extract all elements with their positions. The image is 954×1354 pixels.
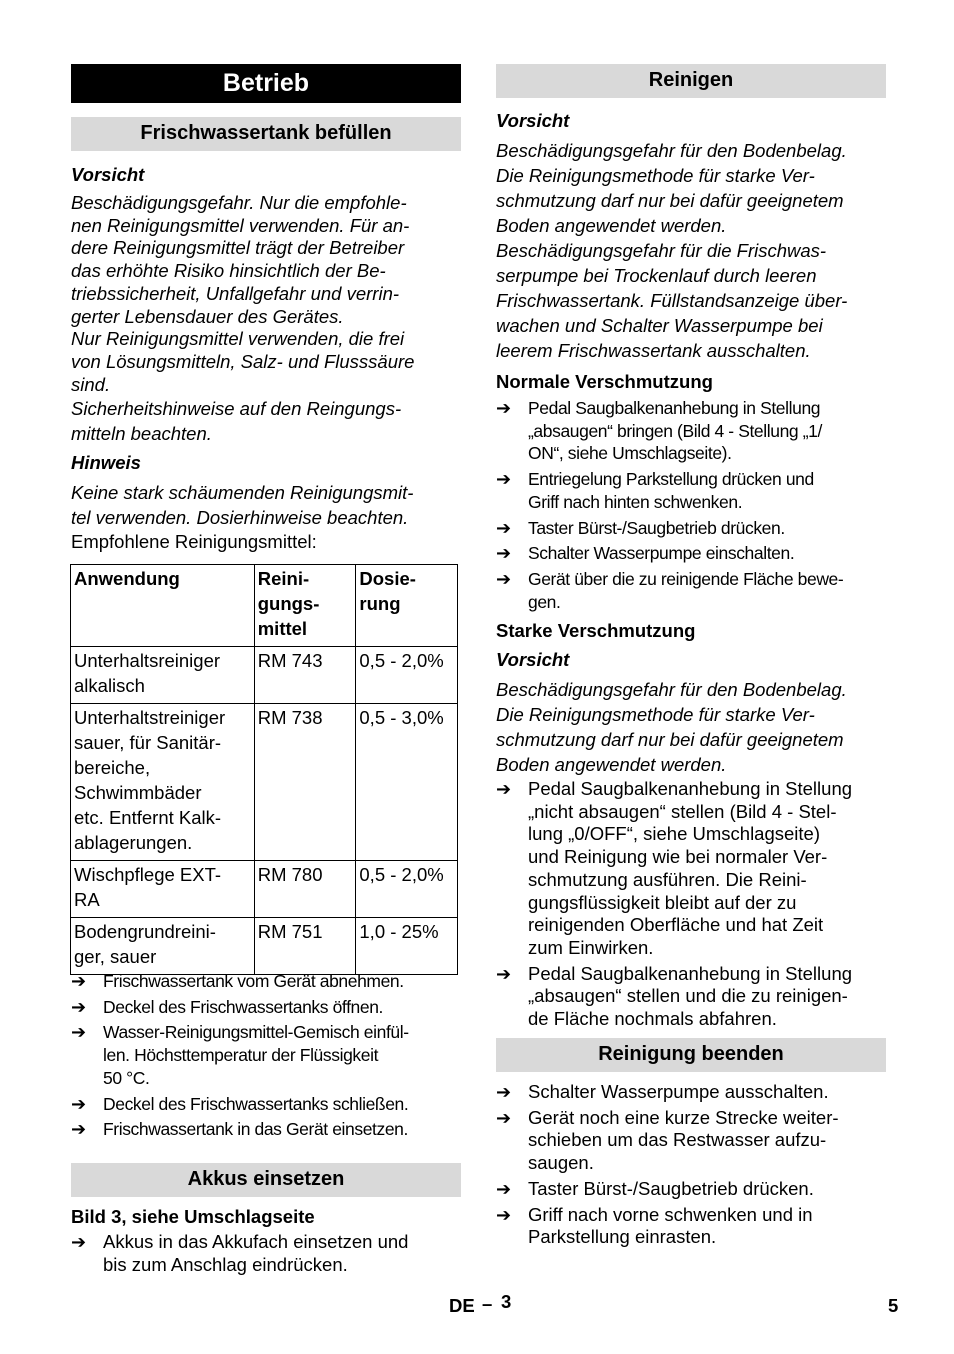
table-header-cell: Anwendung [71,565,255,647]
text-line: leerem Frischwassertank ausschalten. [496,340,811,361]
list-item-text: reinigenden Oberfläche und hat Zeit [528,914,824,936]
caution-text [71,192,461,396]
caution-text [496,138,886,363]
arrow-right-icon: ➔ [496,1082,512,1102]
list-item-text: Taster Bürst-/Saugbetrieb drücken. [528,517,785,538]
list-item-text: len. Höchsttemperatur der Flüssigkeit [103,1045,379,1066]
list-item-text: Griff nach vorne schwenken und in [528,1203,813,1225]
text-line: dere Reinigungsmittel trägt der Betreiber [71,237,405,259]
heavy-steps-list [496,778,886,1034]
text-line: von Lösungsmitteln, Salz- und Flusssäure [71,350,415,372]
fill-steps-list [71,970,461,1144]
text-line: Boden angewendet werden. [496,215,727,236]
figure-reference: Bild 3, siehe Umschlagseite [71,1206,315,1227]
footer-dash: – [482,1293,493,1314]
section-heading-finish: Reinigung beenden [496,1038,886,1072]
text-line: nen Reinigungsmittel verwenden. Für an- [71,214,410,236]
table-header-row [71,565,458,647]
arrow-right-icon: ➔ [71,971,86,991]
list-item-text: bis zum Anschlag eindrücken. [103,1253,348,1275]
footer-language: DE [449,1295,475,1316]
list-item [496,568,886,613]
table-cell: 0,5 - 2,0% [356,861,458,918]
arrow-right-icon: ➔ [496,963,512,984]
text-line: serpumpe bei Trockenlauf durch leeren [496,265,817,286]
arrow-right-icon: ➔ [496,543,511,564]
table-cell: Bodengrundreini- ger, sauer [71,918,255,975]
arrow-right-icon: ➔ [71,1119,86,1140]
list-item [496,1204,886,1249]
section-heading-cleaning: Reinigen [496,64,886,98]
arrow-right-icon: ➔ [71,1093,86,1114]
text-line: wachen und Schalter Wasserpumpe bei [496,315,823,336]
list-item-text: „absaugen“ bringen (Bild 4 - Stellung „1/ [528,420,822,441]
list-item [496,1081,886,1104]
list-item-text: Schalter Wasserpumpe einschalten. [528,543,795,564]
list-item-text: Parkstellung einrasten. [528,1226,717,1248]
list-item-text: Pedal Saugbalkenanhebung in Stellung [528,398,821,418]
text-line: Keine stark schäumenden Reinigungsmit- [71,482,414,503]
footer-sub-page: 3 [501,1291,512,1312]
table-row [71,647,458,704]
list-item [496,468,886,513]
list-item-text: Akkus in das Akkufach einsetzen und [103,1231,409,1252]
text-line: schmutzung darf nur bei dafür geeignetem [496,190,844,211]
list-item-text: Frischwassertank vom Gerät abnehmen. [103,971,404,991]
arrow-right-icon: ➔ [496,779,512,799]
table-row [71,704,458,861]
list-item-text: Frischwassertank in das Gerät einsetzen. [103,1119,408,1140]
list-item-text: gungsflüssigkeit bleibt auf der zu [528,891,797,913]
list-item-text: Pedal Saugbalkenanhebung in Stellung [528,962,853,984]
text-line: Beschädigungsgefahr für den Bodenbelag. [496,140,847,161]
text-line: Sicherheitshinweise auf den Reingungs- [71,398,402,419]
list-item-text: Entriegelung Parkstellung drücken und [528,469,814,490]
section-heading-batteries: Akkus einsetzen [71,1163,461,1197]
table-cell: RM 751 [254,918,356,975]
list-item [496,517,886,540]
arrow-right-icon: ➔ [496,1178,512,1199]
text-line: das erhöhte Risiko hinsichtlich der Be- [71,260,386,282]
note-text [71,480,461,530]
text-line: Frischwassertank. Füllstandsanzeige über- [496,290,848,311]
table-cell: RM 738 [254,704,356,861]
list-item-text: zum Einwirken. [528,936,654,958]
list-item-text: Taster Bürst-/Saugbetrieb drücken. [528,1177,814,1199]
list-item-text: schieben um das Restwasser aufzu- [528,1129,827,1151]
list-item-text: „nicht absaugen“ stellen (Bild 4 - Stel- [528,800,837,822]
text-line: sind. [71,373,111,395]
detergent-table [70,564,458,975]
list-item [496,542,886,565]
table-cell: RM 780 [254,861,356,918]
caution-label: Vorsicht [71,164,145,185]
list-item-text: Gerät noch eine kurze Strecke weiter- [528,1106,839,1128]
arrow-right-icon: ➔ [71,1022,86,1043]
arrow-right-icon: ➔ [496,1204,512,1225]
list-item [71,996,461,1019]
text-line: Beschädigungsgefahr für den Bodenbelag. [496,679,847,700]
list-item-text: saugen. [528,1152,594,1174]
text-line: mitteln beachten. [71,423,212,444]
table-cell: 0,5 - 2,0% [356,647,458,704]
subheading-heavy-soiling: Starke Verschmutzung [496,620,696,641]
list-item-text: schmutzung ausführen. Die Reini- [528,868,807,890]
list-item-text: und Reinigung wie bei normaler Ver- [528,846,828,868]
arrow-right-icon: ➔ [496,469,511,490]
list-item-text: gen. [528,591,561,612]
list-item [71,1118,461,1141]
list-item-text: Deckel des Frischwassertanks öffnen. [103,996,383,1017]
list-item-text: lung „0/OFF“, siehe Umschlagseite) [528,823,820,845]
page-title: Betrieb [71,64,461,103]
safety-note-text [71,396,461,446]
text-line: Beschädigungsgefahr für die Frischwas- [496,240,827,261]
arrow-right-icon: ➔ [496,517,511,538]
finish-steps-list [496,1081,886,1252]
table-cell: Wischpflege EXT- RA [71,861,255,918]
table-cell: 0,5 - 3,0% [356,704,458,861]
arrow-right-icon: ➔ [496,1107,512,1128]
list-item-text: Schalter Wasserpumpe ausschalten. [528,1081,829,1102]
table-header-cell: Dosie- rung [356,565,458,647]
battery-steps-list [71,1231,461,1276]
arrow-right-icon: ➔ [496,568,511,589]
text-line: Die Reinigungsmethode für starke Ver- [496,165,815,186]
list-item-text: Pedal Saugbalkenanhebung in Stellung [528,778,853,799]
text-line: Die Reinigungsmethode für starke Ver- [496,704,815,725]
text-line: tel verwenden. Dosierhinweise beachten. [71,507,409,528]
table-header-cell: Reini- gungs- mittel [254,565,356,647]
arrow-right-icon: ➔ [71,996,86,1017]
text-line: triebssicherheit, Unfallgefahr und verrin- [71,282,400,304]
list-item-text: Gerät über die zu reinigende Fläche bewe- [528,568,844,589]
list-item [496,778,886,960]
table-cell: 1,0 - 25% [356,918,458,975]
heavy-caution-text [496,677,886,777]
table-row [71,918,458,975]
subheading-normal-soiling: Normale Verschmutzung [496,371,713,392]
list-item-text: Deckel des Frischwassertanks schließen. [103,1093,409,1114]
list-item [496,1178,886,1201]
list-item [496,1107,886,1175]
normal-steps-list [496,397,886,616]
footer-page-number: 5 [888,1295,899,1316]
table-cell: Unterhaltsreiniger alkalisch [71,647,255,704]
list-item-text: Griff nach hinten schwenken. [528,491,743,512]
table-cell: Unterhaltstreiniger sauer, für Sanitär- bereiche, Schwimmbäder etc. Entfernt Kalk- ablagerungen. [71,704,255,861]
arrow-right-icon: ➔ [496,398,511,418]
text-line: Nur Reinigungsmittel verwenden, die frei [71,328,405,350]
table-cell: RM 743 [254,647,356,704]
list-item-text: „absaugen“ stellen und die zu reinigen- [528,985,848,1007]
list-item [71,1021,461,1089]
caution-label: Vorsicht [496,110,570,131]
table-row [71,861,458,918]
text-line: gerter Lebensdauer des Gerätes. [71,305,344,327]
text-line: schmutzung darf nur bei dafür geeignetem [496,729,844,750]
list-item-text: de Fläche nochmals abfahren. [528,1008,777,1030]
text-line: Boden angewendet werden. [496,754,727,775]
list-item [496,963,886,1031]
list-item-text: 50 °C. [103,1067,150,1088]
note-label: Hinweis [71,452,141,473]
recommended-label: Empfohlene Reinigungsmittel: [71,531,317,552]
list-item [71,1093,461,1116]
caution-label: Vorsicht [496,649,570,670]
section-heading-fill-tank: Frischwassertank befüllen [71,117,461,151]
list-item [71,970,461,993]
arrow-right-icon: ➔ [71,1232,87,1252]
list-item-text: Wasser-Reinigungsmittel-Gemisch einfül- [103,1022,409,1043]
list-item [71,1231,461,1276]
list-item-text: ON“, siehe Umschlagseite). [528,443,732,464]
text-line: Beschädigungsgefahr. Nur die empfohle- [71,192,407,213]
list-item [496,397,886,465]
